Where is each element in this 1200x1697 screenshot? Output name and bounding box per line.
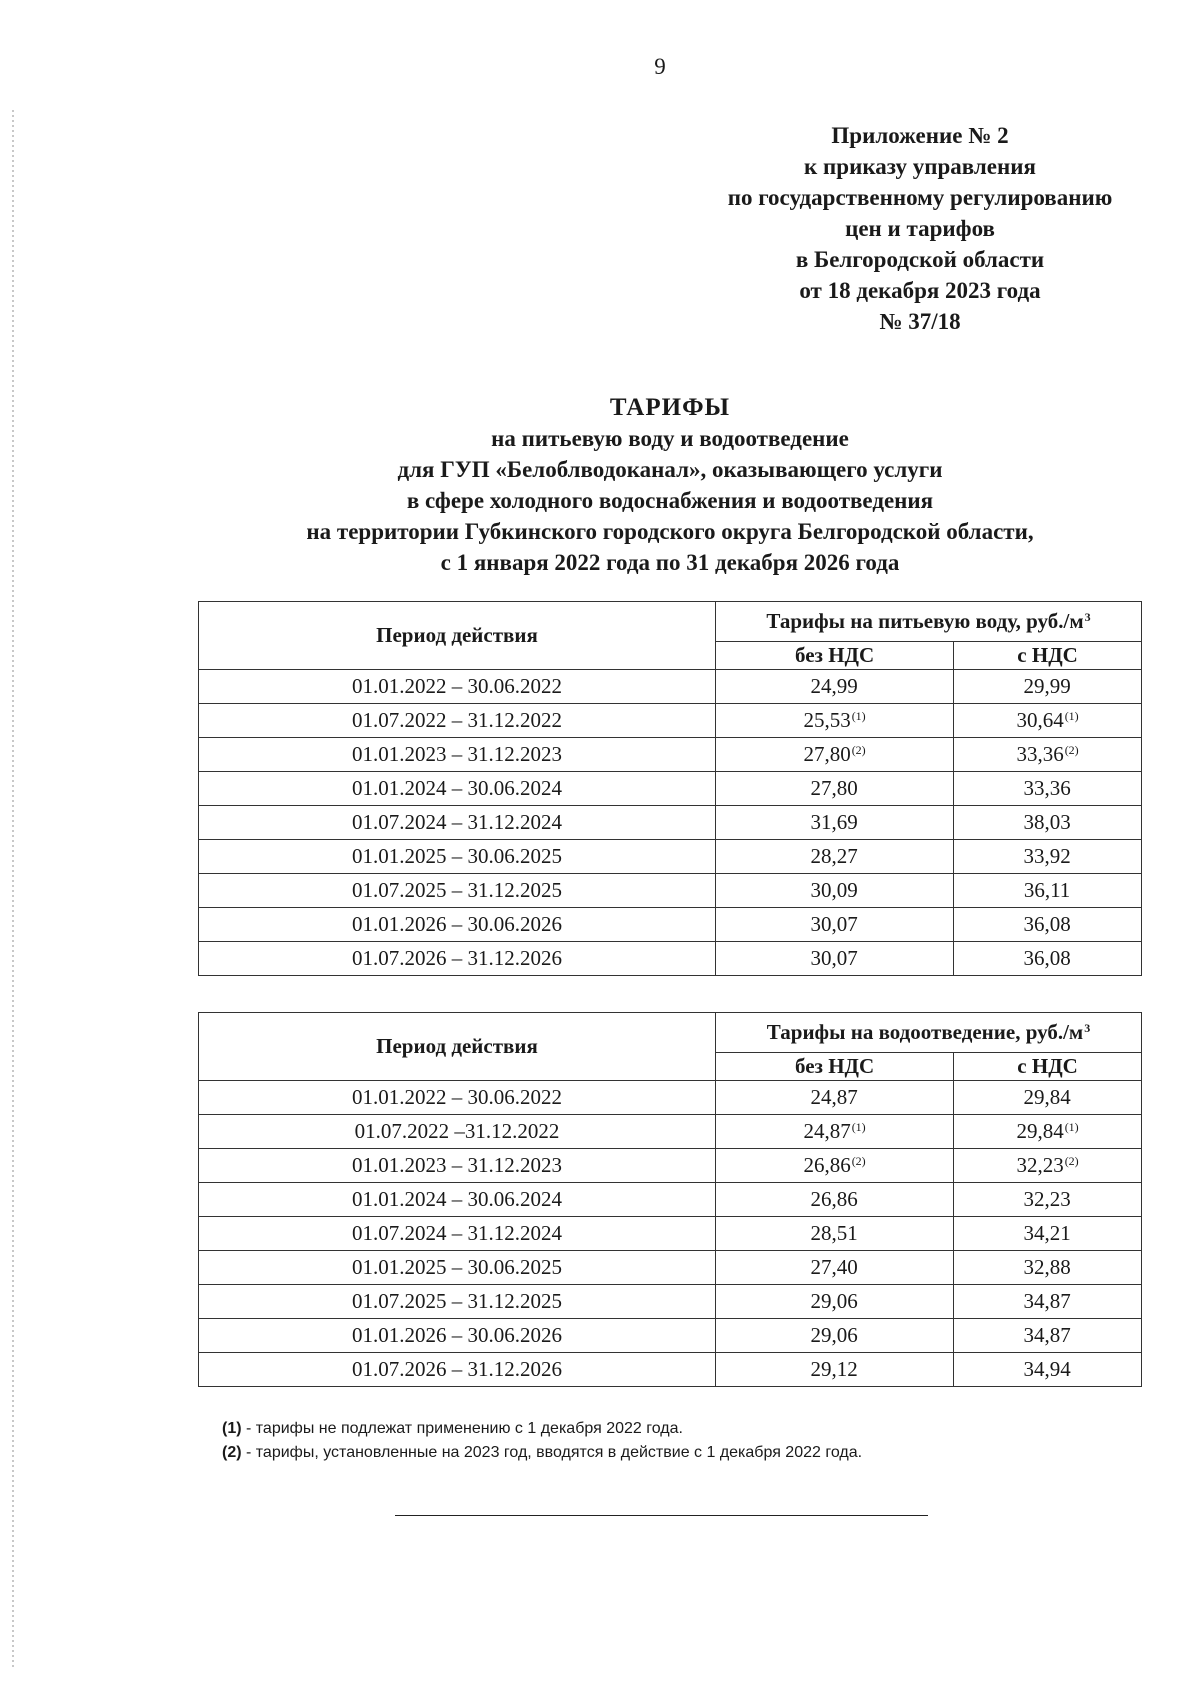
title-line: в сфере холодного водоснабжения и водоотведения — [406, 488, 934, 513]
table-row — [199, 1183, 1142, 1217]
period-cell: 01.01.2026 – 30.06.2026 — [199, 908, 716, 942]
table-row — [199, 908, 1142, 942]
period-cell: 01.07.2022 –31.12.2022 — [199, 1115, 716, 1149]
period-cell: 01.01.2023 – 31.12.2023 — [199, 738, 716, 772]
period-cell: 01.01.2024 – 30.06.2024 — [199, 772, 716, 806]
period-cell: 01.01.2026 – 30.06.2026 — [199, 1319, 716, 1353]
table-row — [199, 942, 1142, 976]
table-row — [199, 670, 1142, 704]
value-without-vat: 30,07 — [810, 946, 858, 970]
value-with-vat: 34,21 — [1023, 1221, 1071, 1245]
table-row — [199, 1353, 1142, 1387]
value-without-vat-cell — [716, 806, 954, 840]
value-with-vat-cell — [954, 670, 1142, 704]
table-row — [199, 1217, 1142, 1251]
appendix-header — [660, 120, 1180, 337]
value-with-vat: 32,88 — [1023, 1255, 1071, 1279]
value-with-vat: 33,36 — [1016, 742, 1064, 766]
period-cell: 01.07.2025 – 31.12.2025 — [199, 874, 716, 908]
value-with-vat-cell — [954, 1183, 1142, 1217]
period-cell: 01.01.2023 – 31.12.2023 — [199, 1149, 716, 1183]
footnote-ref: (2) — [1064, 1154, 1079, 1168]
footnote-ref: (1) — [851, 709, 866, 723]
value-without-vat: 26,86 — [810, 1187, 858, 1211]
footnote-ref: (2) — [851, 743, 866, 757]
appendix-line: Приложение № 2 — [831, 123, 1009, 148]
value-without-vat-cell — [716, 1081, 954, 1115]
value-with-vat-cell — [954, 1285, 1142, 1319]
period-header: Период действия — [199, 1013, 716, 1081]
group-header — [716, 602, 1142, 642]
value-with-vat: 38,03 — [1023, 810, 1071, 834]
title-main: ТАРИФЫ — [609, 394, 731, 421]
value-without-vat: 31,69 — [810, 810, 858, 834]
value-without-vat-cell — [716, 908, 954, 942]
footnote-ref: (1) — [851, 1120, 866, 1134]
value-without-vat: 25,53 — [803, 708, 851, 732]
appendix-line: от 18 декабря 2023 года — [799, 278, 1041, 303]
value-with-vat-cell — [954, 806, 1142, 840]
value-with-vat-cell — [954, 1251, 1142, 1285]
value-with-vat-cell — [954, 704, 1142, 738]
footnote — [222, 1417, 1162, 1441]
footnote-mark: (2) — [222, 1444, 242, 1461]
period-cell: 01.01.2022 – 30.06.2022 — [199, 1081, 716, 1115]
group-header-unit-sup: 3 — [1084, 610, 1091, 624]
table-row — [199, 1251, 1142, 1285]
title-line: на питьевую воду и водоотведение — [491, 426, 849, 451]
value-without-vat: 27,40 — [810, 1255, 858, 1279]
period-cell: 01.07.2026 – 31.12.2026 — [199, 1353, 716, 1387]
column-header-with-vat: с НДС — [954, 642, 1142, 670]
value-without-vat-cell — [716, 874, 954, 908]
value-without-vat-cell — [716, 1319, 954, 1353]
column-header-without-vat: без НДС — [716, 1053, 954, 1081]
page-number: 9 — [654, 54, 666, 79]
period-header: Период действия — [199, 602, 716, 670]
bottom-divider — [395, 1515, 928, 1516]
title-line: на территории Губкинского городского округа Белгородской области, — [306, 519, 1034, 544]
value-without-vat: 30,07 — [810, 912, 858, 936]
period-cell: 01.07.2024 – 31.12.2024 — [199, 1217, 716, 1251]
period-cell: 01.07.2026 – 31.12.2026 — [199, 942, 716, 976]
value-with-vat-cell — [954, 772, 1142, 806]
group-header-text: Тарифы на питьевую воду, руб./м — [766, 609, 1084, 633]
period-cell: 01.07.2022 – 31.12.2022 — [199, 704, 716, 738]
value-with-vat-cell — [954, 874, 1142, 908]
footnote-text: - тарифы, установленные на 2023 год, вводятся в действие с 1 декабря 2022 года. — [241, 1444, 863, 1461]
period-cell: 01.07.2024 – 31.12.2024 — [199, 806, 716, 840]
value-without-vat-cell — [716, 1217, 954, 1251]
footnote-text: - тарифы не подлежат применению с 1 декабря 2022 года. — [241, 1420, 683, 1437]
value-without-vat: 28,51 — [810, 1221, 858, 1245]
footnote — [222, 1441, 1162, 1465]
value-without-vat-cell — [716, 738, 954, 772]
title-line: для ГУП «Белоблводоканал», оказывающего услуги — [397, 457, 943, 482]
value-without-vat-cell — [716, 1183, 954, 1217]
appendix-line: в Белгородской области — [795, 247, 1045, 272]
value-without-vat-cell — [716, 1353, 954, 1387]
appendix-line: к приказу управления — [804, 154, 1036, 179]
appendix-line: № 37/18 — [879, 309, 961, 334]
table-row — [199, 1115, 1142, 1149]
value-with-vat: 36,11 — [1023, 878, 1071, 902]
table-row — [199, 772, 1142, 806]
value-without-vat: 29,12 — [810, 1357, 858, 1381]
value-with-vat: 29,99 — [1023, 674, 1071, 698]
period-cell: 01.07.2025 – 31.12.2025 — [199, 1285, 716, 1319]
value-with-vat-cell — [954, 1319, 1142, 1353]
value-without-vat: 24,87 — [810, 1085, 858, 1109]
appendix-line: по государственному регулированию — [727, 185, 1113, 210]
table-body — [199, 1081, 1142, 1387]
column-header-with-vat: с НДС — [954, 1053, 1142, 1081]
group-header-unit-sup: 3 — [1084, 1021, 1091, 1035]
period-cell: 01.01.2025 – 30.06.2025 — [199, 840, 716, 874]
value-without-vat-cell — [716, 840, 954, 874]
value-with-vat: 29,84 — [1016, 1119, 1064, 1143]
value-with-vat-cell — [954, 908, 1142, 942]
value-without-vat-cell — [716, 704, 954, 738]
table-row — [199, 1319, 1142, 1353]
value-without-vat: 26,86 — [803, 1153, 851, 1177]
period-cell: 01.01.2024 – 30.06.2024 — [199, 1183, 716, 1217]
sewage-tariff-table — [198, 1012, 1142, 1387]
value-without-vat-cell — [716, 942, 954, 976]
value-with-vat: 34,87 — [1023, 1289, 1071, 1313]
value-with-vat-cell — [954, 1115, 1142, 1149]
footnote-ref: (1) — [1064, 709, 1079, 723]
water-tariff-table — [198, 601, 1142, 976]
table-row — [199, 1149, 1142, 1183]
value-with-vat: 29,84 — [1023, 1085, 1071, 1109]
table-row — [199, 738, 1142, 772]
value-without-vat-cell — [716, 1149, 954, 1183]
title-line: с 1 января 2022 года по 31 декабря 2026 года — [440, 550, 900, 575]
value-without-vat: 28,27 — [810, 844, 858, 868]
table-row — [199, 1081, 1142, 1115]
table-row — [199, 806, 1142, 840]
value-with-vat-cell — [954, 1353, 1142, 1387]
value-with-vat: 36,08 — [1023, 946, 1071, 970]
appendix-line: цен и тарифов — [845, 216, 995, 241]
period-cell: 01.01.2025 – 30.06.2025 — [199, 1251, 716, 1285]
footnote-mark: (1) — [222, 1420, 242, 1437]
group-header — [716, 1013, 1142, 1053]
period-cell: 01.01.2022 – 30.06.2022 — [199, 670, 716, 704]
value-without-vat-cell — [716, 670, 954, 704]
value-without-vat: 24,99 — [810, 674, 858, 698]
footnote-ref: (1) — [1064, 1120, 1079, 1134]
table-row — [199, 874, 1142, 908]
scan-edge-marks — [12, 110, 14, 1670]
value-with-vat: 33,92 — [1023, 844, 1071, 868]
value-with-vat: 34,94 — [1023, 1357, 1071, 1381]
value-without-vat: 27,80 — [810, 776, 858, 800]
value-with-vat: 34,87 — [1023, 1323, 1071, 1347]
value-without-vat-cell — [716, 772, 954, 806]
value-with-vat-cell — [954, 942, 1142, 976]
value-with-vat-cell — [954, 1149, 1142, 1183]
value-without-vat-cell — [716, 1285, 954, 1319]
value-without-vat-cell — [716, 1115, 954, 1149]
value-without-vat: 24,87 — [803, 1119, 851, 1143]
value-with-vat: 32,23 — [1016, 1153, 1064, 1177]
value-without-vat: 27,80 — [803, 742, 851, 766]
table-row — [199, 704, 1142, 738]
value-without-vat-cell — [716, 1251, 954, 1285]
table-row — [199, 1285, 1142, 1319]
group-header-text: Тарифы на водоотведение, руб./м — [766, 1020, 1084, 1044]
table-row — [199, 840, 1142, 874]
value-with-vat: 33,36 — [1023, 776, 1071, 800]
value-with-vat-cell — [954, 738, 1142, 772]
footnote-ref: (2) — [851, 1154, 866, 1168]
value-without-vat: 29,06 — [810, 1289, 858, 1313]
value-with-vat-cell — [954, 1217, 1142, 1251]
value-with-vat: 30,64 — [1016, 708, 1064, 732]
value-with-vat-cell — [954, 1081, 1142, 1115]
footnotes — [222, 1417, 1162, 1465]
value-with-vat-cell — [954, 840, 1142, 874]
value-without-vat: 29,06 — [810, 1323, 858, 1347]
column-header-without-vat: без НДС — [716, 642, 954, 670]
table-body — [199, 670, 1142, 976]
document-title — [100, 392, 1200, 578]
value-without-vat: 30,09 — [810, 878, 858, 902]
footnote-ref: (2) — [1064, 743, 1079, 757]
value-with-vat: 32,23 — [1023, 1187, 1071, 1211]
value-with-vat: 36,08 — [1023, 912, 1071, 936]
